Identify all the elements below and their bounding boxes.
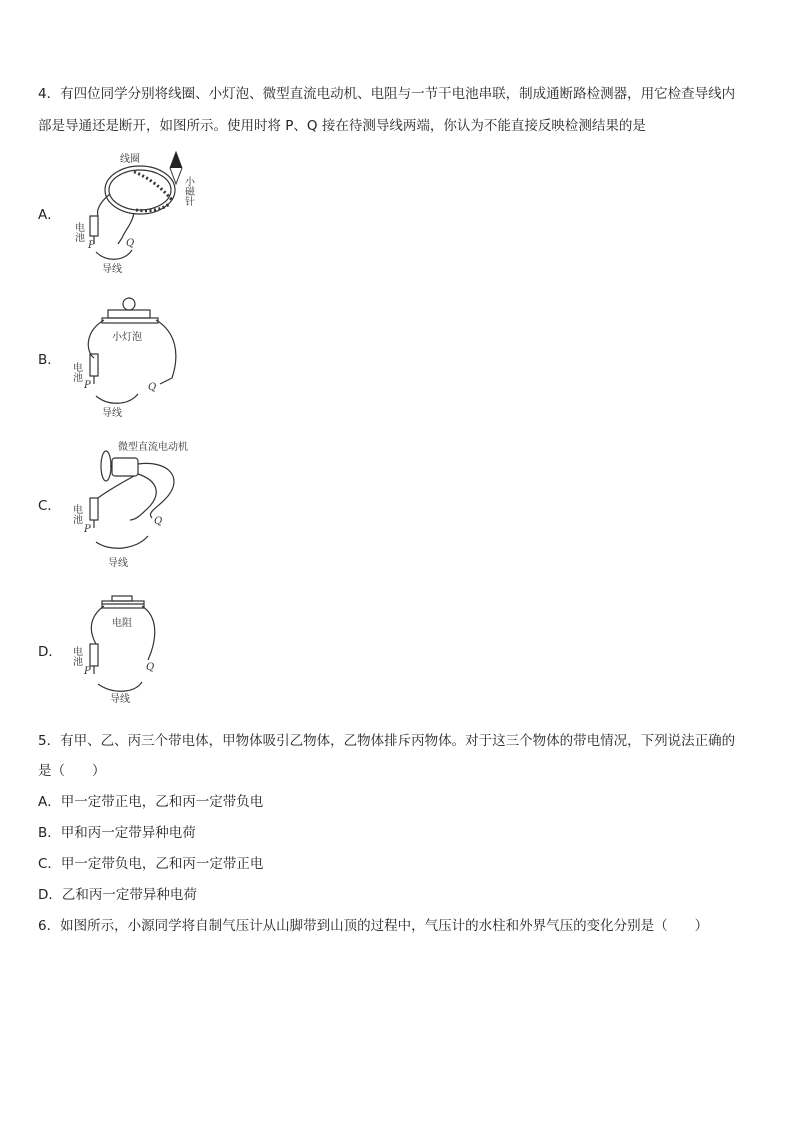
q4-option-b-label[interactable]: B． xyxy=(38,352,61,368)
q5-stem-line2: 是（ ） xyxy=(38,763,106,779)
wire-label-c: 导线 xyxy=(108,558,128,569)
battery-label-d: 电池 xyxy=(70,646,82,666)
q6-stem-line1: 6．如图所示，小源同学将自制气压计从山脚带到山顶的过程中，气压计的水柱和外界气压的变化分别是（ ） xyxy=(38,918,709,934)
motor-icon xyxy=(112,458,138,476)
p-label-a: P xyxy=(88,240,95,251)
coil-label: 线圈 xyxy=(120,154,140,165)
q4-option-d-label[interactable]: D． xyxy=(38,644,62,660)
wire-label-b: 导线 xyxy=(102,408,122,419)
p-label-c: P xyxy=(84,524,91,535)
q5-option-d[interactable]: D．乙和丙一定带异种电荷 xyxy=(38,887,197,903)
q4-option-b-figure xyxy=(70,292,196,426)
q-label-b: Q xyxy=(148,382,157,393)
fan-icon xyxy=(101,451,111,481)
wire-label-a: 导线 xyxy=(102,264,122,275)
compass-label: 小磁针 xyxy=(182,176,194,206)
q4-stem-line1: 4．有四位同学分别将线圈、小灯泡、微型直流电动机、电阻与一节干电池串联，制成通断路检测器，用它检查导线内 xyxy=(38,86,736,102)
battery-label-c: 电池 xyxy=(70,504,82,524)
q4-option-d-figure xyxy=(70,590,186,714)
battery-label-a: 电池 xyxy=(72,222,84,242)
p-label-b: P xyxy=(84,380,91,391)
resistor-icon xyxy=(112,596,132,601)
q4-stem-line2: 部是导通还是断开，如图所示。使用时将 P、Q 接在待测导线两端，你认为不能直接反映检测结果的是 xyxy=(38,118,646,134)
battery-label-b: 电池 xyxy=(70,362,82,382)
q4-option-c-figure xyxy=(70,436,226,572)
q4-option-c-label[interactable]: C． xyxy=(38,498,61,514)
q-label-a: Q xyxy=(126,238,135,249)
q5-stem-line1: 5．有甲、乙、丙三个带电体，甲物体吸引乙物体，乙物体排斥丙物体。对于这三个物体的带电情况，下列说法正确的 xyxy=(38,733,736,749)
q-label-c: Q xyxy=(154,516,163,527)
q5-option-a[interactable]: A．甲一定带正电，乙和丙一定带负电 xyxy=(38,794,264,810)
q5-option-c[interactable]: C．甲一定带负电，乙和丙一定带正电 xyxy=(38,856,264,872)
bulb-label: 小灯泡 xyxy=(112,332,142,343)
p-label-d: P xyxy=(84,666,91,677)
bulb-icon xyxy=(123,298,135,310)
q5-option-b[interactable]: B．甲和丙一定带异种电荷 xyxy=(38,825,196,841)
wire-label-d: 导线 xyxy=(110,694,130,705)
q4-option-a-label[interactable]: A． xyxy=(38,207,61,223)
resistor-label: 电阻 xyxy=(112,618,132,629)
q4-option-a-figure xyxy=(72,150,216,279)
motor-label: 微型直流电动机 xyxy=(118,442,188,453)
q-label-d: Q xyxy=(146,662,155,673)
